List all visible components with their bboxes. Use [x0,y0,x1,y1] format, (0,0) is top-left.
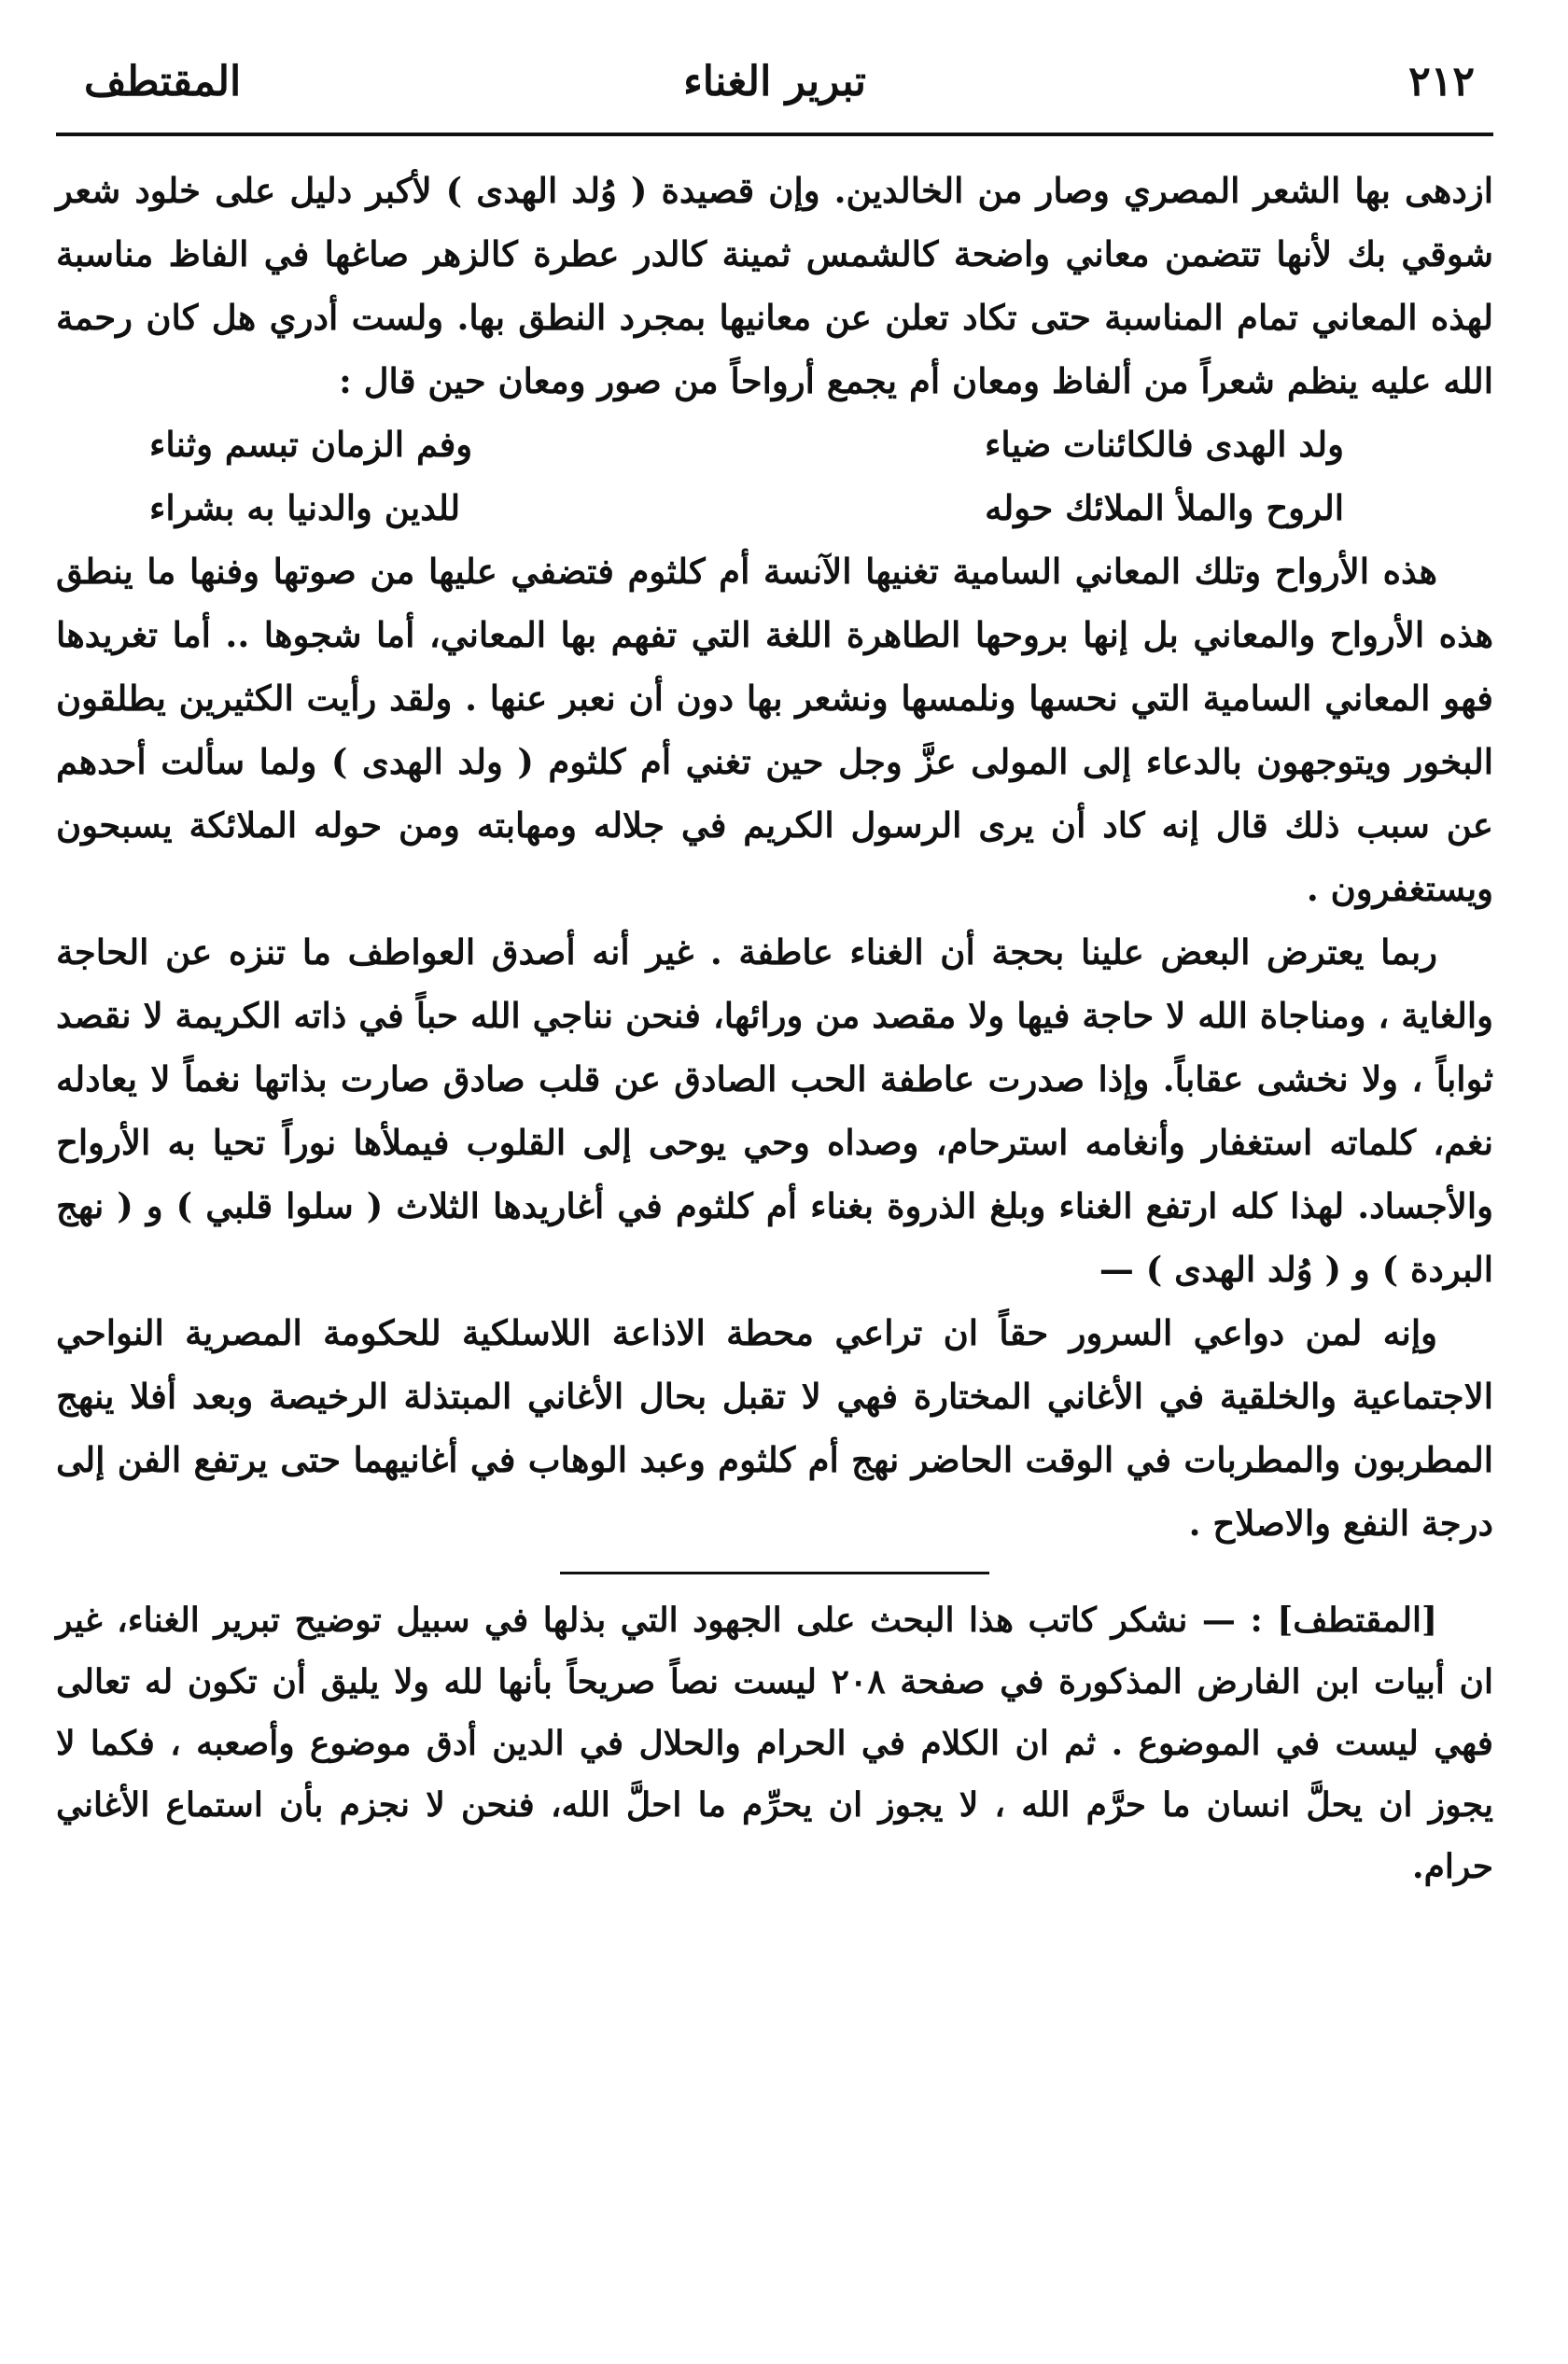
poem-verse-1 [149,413,1344,476]
poem-hemistich: ولد الهدى فالكائنات ضياء [985,424,1344,465]
journal-name: المقتطف [84,58,242,105]
paragraph-4: وإنه لمن دواعي السرور حقاً ان تراعي محطة الاذاعة اللاسلكية للحكومة المصرية النواحي الاجتماعية والخلقية في الأغاني المختارة فهي لا تقبل بحال الأغاني المبتذلة الرخيصة وبعد أفلا ينهج المطربون والمطربات في الوقت الحاضر نهج أم كلثوم وعبد الوهاب في أغانيهما حتى يرتفع الفن إلى درجة النفع والاصلاح . [56,1312,1493,1544]
running-title: تبرير الغناء [683,58,866,105]
editor-note-text: [المقتطف] : — نشكر كاتب هذا البحث على الجهود التي بذلها في سبيل توضيح تبرير الغناء، غير ان أبيات ابن الفارض المذكورة في صفحة ٢٠٨ ليست نصاً صريحاً بأنها لله ولا يليق أن تكون له تعالى فهي ليست في الموضوع . ثم ان الكلام في الحرام والحلال في الدين أدق موضوع وأصعبه ، فكما لا يجوز ان يحلَّ انسان ما حرَّم الله ، لا يجوز ان يحرِّم ما احلَّ الله، فنحن لا نجزم بأن استماع الأغاني حرام. [56,1601,1493,1886]
document-page [56,47,1493,2324]
editor-note [56,1589,1493,1897]
paragraph-2: هذه الأرواح وتلك المعاني السامية تغنيها الآنسة أم كلثوم فتضفي عليها من صوتها وفنها ما ينطق هذه الأرواح والمعاني بل إنها بروحها الطاهرة اللغة التي تفهم بها المعاني، أما شجوها .. أما تغريدها فهو المعاني السامية التي نحسها ونلمسها ونشعر بها دون أن نعبر عنها . ولقد رأيت الكثيرين يطلقون البخور ويتوجهون بالدعاء إلى المولى عزَّ وجل حين تغني أم كلثوم ( ولد الهدى ) ولما سألت أحدهم عن سبب ذلك قال إنه كاد أن يرى الرسول الكريم في جلاله ومهابته ومن حوله الملائكة يسبحون ويستغفرون . [56,551,1493,909]
poem-hemistich: الروح والملأ الملائك حوله [985,487,1344,528]
poem [56,413,1493,539]
page-header [56,47,1493,136]
page-number: ٢١٢ [1408,58,1475,105]
poem-hemistich: للدين والدنيا به بشراء [149,487,461,528]
poem-verse-2 [149,476,1344,539]
paragraph-3: ربما يعترض البعض علينا بحجة أن الغناء عاطفة . غير أنه أصدق العواطف ما تنزه عن الحاجة والغاية ، ومناجاة الله لا حاجة فيها ولا مقصد من ورائها، فنحن نناجي الله حباً في ذاته الكريمة لا نقصد ثواباً ، ولا نخشى عقاباً. وإذا صدرت عاطفة الحب الصادق عن قلب صادق صارت بذاتها نغماً لا يعادله نغم، كلماته استغفار وأنغامه استرحام، وصداه وحي يوحى إلى القلوب فيملأها نوراً تحيا به الأرواح والأجساد. لهذا كله ارتفع الغناء وبلغ الذروة بغناء أم كلثوم في أغاريدها الثلاث ( سلوا قلبي ) و ( نهج البردة ) و ( وُلد الهدى ) — [56,931,1494,1290]
article-body [56,159,1493,1555]
section-divider [560,1572,989,1574]
paragraph-1: ازدهى بها الشعر المصري وصار من الخالدين. وإن قصيدة ( وُلد الهدى ) لأكبر دليل على خلود شعر شوقي بك لأنها تتضمن معاني واضحة كالشمس ثمينة كالدر عطرة كالزهر صاغها في الفاظ مناسبة لهذه المعاني تمام المناسبة حتى تكاد تعلن عن معانيها بمجرد النطق بها. ولست أدري هل كان رحمة الله عليه ينظم شعراً من ألفاظ ومعان أم يجمع أرواحاً من صور ومعان حين قال : [56,170,1493,401]
poem-hemistich: وفم الزمان تبسم وثناء [149,424,473,465]
